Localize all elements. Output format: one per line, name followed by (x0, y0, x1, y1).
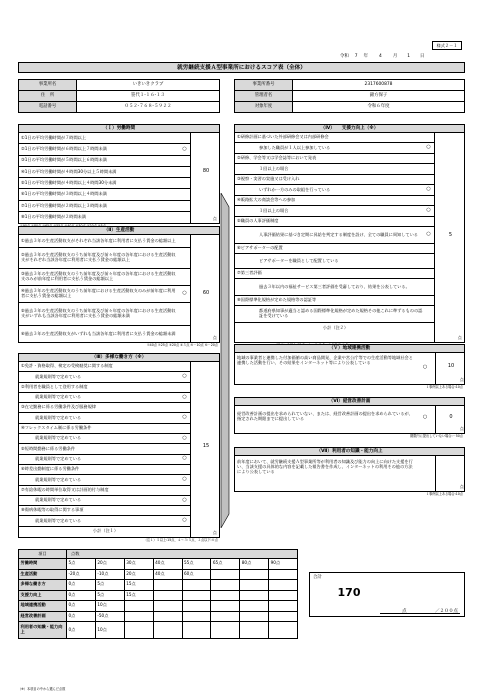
option-text: ⑥ピアサポーターの配置 (237, 245, 283, 251)
section-title: （Ⅲ）多様な働き方（※） (18, 353, 220, 362)
score-unit: 点 (459, 377, 464, 383)
selection-mark: ○ (182, 414, 187, 421)
section-description: 前年度において、就労継続支援Ａ型事業所等が利用者の知識及び能力の向上に向けた支援を行い、当該支援の具体的な内容を記載した報告書を作成し、インターネットの利用その他の方法により公表している (237, 459, 413, 474)
reference-points (153, 611, 182, 622)
option-text: ⑧傷病休暇等の取得に関する事項 (21, 507, 84, 513)
option-row (19, 144, 190, 155)
section-management-plan (234, 397, 465, 439)
selection-mark: ○ (182, 434, 187, 441)
reference-row (19, 580, 298, 591)
subtotal-row (19, 527, 190, 537)
subtotal-label: 小計（注２） (322, 324, 349, 330)
support-options (235, 133, 435, 342)
reference-footnote: （※）本項目の中から選んだ点数 (18, 687, 66, 691)
reference-points (240, 580, 269, 591)
selection-mark: ○ (182, 290, 187, 297)
reference-points (211, 611, 240, 622)
arrow-right-icon (220, 193, 234, 528)
section-footnote: 期限内に提出していない場合:－50点 (410, 434, 463, 438)
score-unit: 点 (212, 335, 217, 341)
score-cell (435, 353, 466, 384)
reference-points: 0点 (67, 611, 96, 622)
option-text: 就業規則等で定めている (35, 414, 82, 420)
working-hours-options (19, 133, 191, 223)
option-text: ⑧国際標準化規格が定めた規格等の認証等 (237, 297, 317, 303)
reference-points (153, 590, 182, 601)
option-subrow (235, 185, 434, 196)
reference-points (211, 601, 240, 612)
score-reference-table (18, 549, 298, 639)
info-table-right (234, 79, 465, 113)
option-row (19, 189, 190, 200)
option-text: ⑤過去３年の生産活動収支のうち前年度及び前々年度の各年度における生産活動収支がいずれも当該各年度に利用者に支払う賃金の総額未満 (21, 308, 176, 318)
selection-mark: ○ (182, 455, 187, 462)
option-row (19, 486, 190, 496)
option-text: ⑥1日の平均労働時間が３時間以上４時間未満 (21, 191, 107, 197)
info-label: 住 所 (19, 91, 77, 102)
option-row (19, 326, 190, 342)
selection-mark: ○ (182, 373, 187, 380)
score-unit: 点 (459, 426, 464, 432)
option-row (19, 403, 190, 413)
selection-mark: ○ (182, 145, 187, 152)
reference-points: 0点 (67, 622, 96, 639)
reference-points: 5点 (67, 559, 96, 570)
option-text: 参加した職員が１人以上参加している (259, 144, 331, 150)
selection-mark: ○ (426, 207, 431, 214)
selection-mark: ○ (426, 144, 431, 151)
reference-row (19, 611, 298, 622)
option-row (235, 217, 434, 227)
reference-points (124, 622, 153, 639)
reference-points: 20点 (124, 569, 153, 580)
score-cell (435, 406, 466, 433)
option-text: ①1日の平均労働時間が７時間以上 (21, 134, 87, 140)
option-text: ピアサポーターを職員として配置している (259, 257, 339, 263)
score-unit: 点 (459, 484, 464, 490)
option-row (235, 244, 434, 254)
production-options (19, 235, 191, 342)
section-regional-collaboration (234, 344, 465, 390)
reference-points (269, 590, 298, 601)
option-text: ⑦第三者評価 (237, 270, 262, 276)
option-row (235, 196, 434, 206)
option-row (235, 175, 434, 185)
reference-points (182, 622, 211, 639)
reference-points (269, 601, 298, 612)
reference-points (182, 580, 211, 591)
option-row (19, 156, 190, 167)
reference-points: 10点 (95, 622, 124, 639)
option-subrow (235, 143, 434, 154)
option-row (19, 383, 190, 393)
reference-points: 90点 (269, 559, 298, 570)
option-row (235, 154, 434, 164)
option-text: ③1日の平均労働時間が５時間以上６時間未満 (21, 157, 107, 163)
option-row (235, 269, 434, 279)
page-title: 就労継続支援Ａ型事業所におけるスコア表（全体） (18, 62, 465, 73)
option-text: 都道府県知事が適当と認める国際標準化規格が定めた規格その他これに準ずるものの認証を受けている (259, 308, 423, 318)
facility-number: 2317600878 (293, 80, 465, 91)
total-score: 170 (337, 586, 361, 599)
option-row (19, 286, 190, 303)
form-number: 様式２－１ (432, 41, 462, 50)
option-text: いずれか一方のみの取組を行っている (259, 186, 331, 192)
reference-row (19, 601, 298, 612)
reference-row (19, 569, 298, 580)
reference-points (269, 569, 298, 580)
section-title: （Ⅳ） 支援力向上（※） (234, 124, 465, 133)
info-label: 事業所番号 (235, 80, 293, 91)
option-subrow (19, 372, 190, 382)
reference-points (240, 590, 269, 601)
reference-points (124, 601, 153, 612)
section-score: 15 (202, 443, 210, 449)
section-score: 5 (448, 232, 453, 238)
section-score: 0 (449, 414, 453, 420)
selection-mark: ○ (422, 364, 428, 370)
option-row (19, 167, 190, 178)
reference-points (240, 601, 269, 612)
date-month: 4 (379, 54, 382, 59)
reference-points: 0点 (67, 580, 96, 591)
reference-points: 15点 (124, 590, 153, 601)
option-subrow (235, 164, 434, 175)
section-score: 10 (447, 363, 455, 369)
reference-row (19, 622, 298, 639)
option-text: ④販路拡大の商談会等への参加 (237, 197, 296, 203)
option-text: ⑤短時間勤務に係る労働条件 (21, 445, 76, 451)
option-text: ⑥過去３年の生産活動収支がいずれも当該各年度に利用者に支払う賃金の総額未満 (21, 330, 176, 336)
option-row (19, 424, 190, 434)
reference-item: 支援力向上 (19, 590, 67, 601)
date-year-unit: 年 (363, 54, 369, 59)
option-row (19, 303, 190, 326)
option-text: ④1日の平均労働時間が４時間30分以上５時間未満 (21, 168, 117, 174)
option-row (19, 362, 190, 372)
reference-points: 80点 (240, 559, 269, 570)
section-footnote: １事例以上ある場合:10点 (425, 492, 463, 496)
reference-item: 経営改善計画 (19, 611, 67, 622)
total-label: 合計 (313, 575, 322, 580)
reference-points: 0点 (67, 601, 96, 612)
option-subrow (235, 206, 434, 217)
section-description: 地域の事業者と連携した付加価値の高い商品開発、企業や宮公庁等での生産活動等地域社会と連携した活動を行い、その結果をインターネット等により公表している (237, 355, 413, 365)
date-day-unit: 日 (420, 54, 425, 59)
reference-points (182, 590, 211, 601)
option-row (19, 235, 190, 248)
option-text: 人事評価結果に基づき定期に昇給を判定する制度を設け、全ての職員に周知している (259, 231, 418, 237)
reference-points (153, 580, 182, 591)
option-row (19, 269, 190, 286)
total-max: ／２００点 (435, 608, 458, 614)
facility-phone: ０５２-７６８-５９２２ (77, 102, 220, 113)
option-row (19, 201, 190, 212)
option-text: ①過去３年の生産活動収支がそれぞれ当該各年度に利用者に支払う賃金の総額以上 (21, 237, 176, 243)
selection-mark: ○ (422, 414, 428, 420)
column-header: 項目 (19, 550, 67, 559)
option-row (19, 178, 190, 189)
reference-points (211, 622, 240, 639)
section-title: （Ⅵ）経営改善計画 (234, 397, 465, 406)
facility-name: いきいきクラブ (77, 80, 220, 91)
reference-item: 地域連携活動 (19, 601, 67, 612)
total-score-box (309, 572, 465, 617)
reference-points: 55点 (182, 559, 211, 570)
option-subrow (235, 227, 434, 244)
option-text: 就業規則等で定めている (35, 497, 82, 503)
option-text: ⑧1日の平均労働時間が２時間未満 (21, 214, 87, 220)
option-row (19, 212, 190, 223)
score-unit: 点 (457, 335, 462, 341)
reference-points (182, 601, 211, 612)
option-text: ②1日の平均労働時間が６時間以上７時間未満 (21, 146, 107, 152)
reference-points (269, 580, 298, 591)
selection-mark (415, 456, 435, 491)
section-footnote: ①40点 ②25点 ③20点 ④５点 ⑤－10点 ⑥－20点 (146, 343, 218, 347)
selection-mark: ○ (182, 517, 187, 524)
option-row (19, 444, 190, 454)
reference-points: 40点 (153, 569, 182, 580)
option-row (235, 133, 434, 143)
score-unit: 点 (212, 216, 217, 222)
manager-name: 錦方保子 (293, 91, 465, 102)
option-text: ②研修、学会等又は学会誌等において発表 (237, 155, 317, 161)
option-subrow (235, 254, 434, 269)
section-description: 経営改善計画の提出を求められていない、または、経営改善計画の提出を求められているが、指定された期限までに提出している (237, 411, 413, 421)
info-label: 管理者名 (235, 91, 293, 102)
option-text: ⑦1日の平均労働時間が２時間以上３時間未満 (21, 202, 107, 208)
selection-mark: ○ (182, 496, 187, 503)
reference-item: 利用者の知識・能力向上 (19, 622, 67, 639)
option-text: 就業規則等で定めている (35, 455, 82, 461)
option-text: 就業規則等で定めている (35, 373, 82, 379)
column-header: 点数 (67, 550, 298, 559)
option-text: ③過去３年の生産活動収支のうち前年度及び前々年度の各年度における生産活動収支のみが前年度に利用者に支払う賃金の総額以上 (21, 271, 176, 281)
reference-points: 40点 (153, 559, 182, 570)
total-unit: 点 (402, 608, 407, 614)
score-unit: 点 (212, 530, 217, 536)
option-row (19, 506, 190, 516)
reference-points (269, 622, 298, 639)
facility-address: 笹代１-１６-１３ (77, 91, 220, 102)
option-text: 就業規則等で定めている (35, 476, 82, 482)
option-text: ⑤1日の平均労働時間が４時間以上４時間30分未満 (21, 179, 117, 185)
target-fiscal-year: 令和６年度 (293, 102, 465, 113)
section-score: 80 (202, 168, 210, 174)
section-working-hours (18, 124, 220, 229)
option-row (235, 296, 434, 306)
section-title: （Ｉ）労働時間 (18, 124, 220, 133)
option-subrow (235, 279, 434, 296)
info-label: 電話番号 (19, 102, 77, 113)
option-row (19, 465, 190, 475)
reference-points: 20点 (95, 559, 124, 570)
option-text: ③視察・実習の実施又は受け入れ (237, 176, 300, 182)
reference-row (19, 590, 298, 601)
reference-points: 0点 (67, 590, 96, 601)
reference-points: 5点 (95, 590, 124, 601)
date-year: 7 (354, 54, 358, 59)
reference-rows (19, 559, 298, 639)
section-footnote: １事例以上ある場合:10点 (425, 385, 463, 389)
option-text: 就業規則等で定めている (35, 394, 82, 400)
reference-points: 15点 (124, 580, 153, 591)
option-text: ⑥時差出勤制度に係る労働条件 (21, 466, 80, 472)
reference-item: 生産活動 (19, 569, 67, 580)
reference-points: -10点 (95, 569, 124, 580)
selection-mark: ○ (426, 186, 431, 193)
option-text: ④フレックスタイム制に係る労働条件 (21, 425, 92, 431)
reference-points: 30点 (124, 559, 153, 570)
reference-points (211, 569, 240, 580)
option-text: １回以上の場合 (259, 165, 289, 171)
reference-row (19, 559, 298, 570)
section-user-knowledge (234, 447, 465, 497)
option-row (19, 248, 190, 269)
option-subrow (19, 393, 190, 403)
reference-points: 60点 (182, 569, 211, 580)
reference-points (240, 622, 269, 639)
option-text: ③在宅勤務に係る労働条件及び服務規律 (21, 404, 96, 410)
selection-mark: ○ (182, 476, 187, 483)
section-title: （Ⅶ）利用者の知識・能力向上 (234, 447, 465, 456)
subtotal-label: 小計（注１） (92, 528, 119, 534)
diverse-work-options (19, 362, 191, 537)
option-text: ④過去３年の生産活動収支のうち前年度における生産活動収支のみが前年度に利用者に支払う賃金の総額以上 (21, 288, 176, 298)
option-text: ①研修計画に基づいた外部研修会又は内部研修会 (237, 134, 329, 140)
section-support-capacity (234, 124, 465, 348)
reference-points (153, 601, 182, 612)
option-subrow (235, 306, 434, 323)
option-text: 就業規則等で定めている (35, 517, 82, 523)
date-day: 1 (407, 54, 411, 59)
option-text: ②過去３年の生産活動収支のうち前年度及び前々年度の各年度における生産活動収支がそれぞれ当該各年度に利用者に支払う賃金の総額以上 (21, 252, 176, 262)
option-subrow (19, 475, 190, 485)
reference-points (153, 622, 182, 639)
option-subrow (19, 413, 190, 423)
reference-points (211, 580, 240, 591)
option-subrow (19, 516, 190, 526)
subtotal-row (235, 323, 434, 333)
option-text: ①免許・資格取得、検定の受検勧奨に関する制度 (21, 363, 113, 369)
reference-item: 多様な働き方 (19, 580, 67, 591)
reference-points: -50点 (95, 611, 124, 622)
info-label: 対象年度 (235, 102, 293, 113)
reference-points: 10点 (95, 601, 124, 612)
reference-item: 労働時間 (19, 559, 67, 570)
option-text: ②利用者を職員として登用する制度 (21, 383, 88, 389)
reference-points (124, 611, 153, 622)
option-text: ⑦有給休暇の時間単位取得又は計画的付与制度 (21, 486, 109, 492)
reference-points: -20点 (67, 569, 96, 580)
info-label: 事業所名 (19, 80, 77, 91)
option-subrow (19, 455, 190, 465)
section-title: （Ⅱ）生産活動 (18, 226, 220, 235)
selection-mark: ○ (426, 231, 431, 238)
reference-points: 5点 (95, 580, 124, 591)
option-text: １回以上の場合 (259, 207, 289, 213)
section-score: 60 (202, 290, 210, 296)
reference-points (211, 590, 240, 601)
option-subrow (19, 496, 190, 506)
date-month-unit: 月 (392, 54, 398, 59)
section-production-activity (18, 226, 220, 348)
option-text: ⑤職員の人事評価制度 (237, 218, 279, 224)
option-subrow (19, 434, 190, 444)
score-cell (435, 456, 466, 491)
option-text: 就業規則等で定めている (35, 435, 82, 441)
reference-points (182, 611, 211, 622)
reference-points (269, 611, 298, 622)
reference-points (240, 569, 269, 580)
document-date (340, 54, 465, 59)
reference-points (240, 611, 269, 622)
option-text: 過去３年以内の福祉サービス第三者評価を受審しており、結果を公表している。 (259, 283, 410, 289)
date-era: 令和 (340, 54, 349, 59)
section-diverse-work (18, 353, 220, 543)
selection-mark: ○ (182, 393, 187, 400)
section-footnote: （注１）５以上:15点、４～３:５点、２点以下:０点 (143, 538, 218, 542)
info-table-left (18, 79, 220, 113)
section-title: （Ｖ）地域連携活動 (234, 344, 465, 353)
reference-points: 65点 (211, 559, 240, 570)
option-row (19, 133, 190, 144)
